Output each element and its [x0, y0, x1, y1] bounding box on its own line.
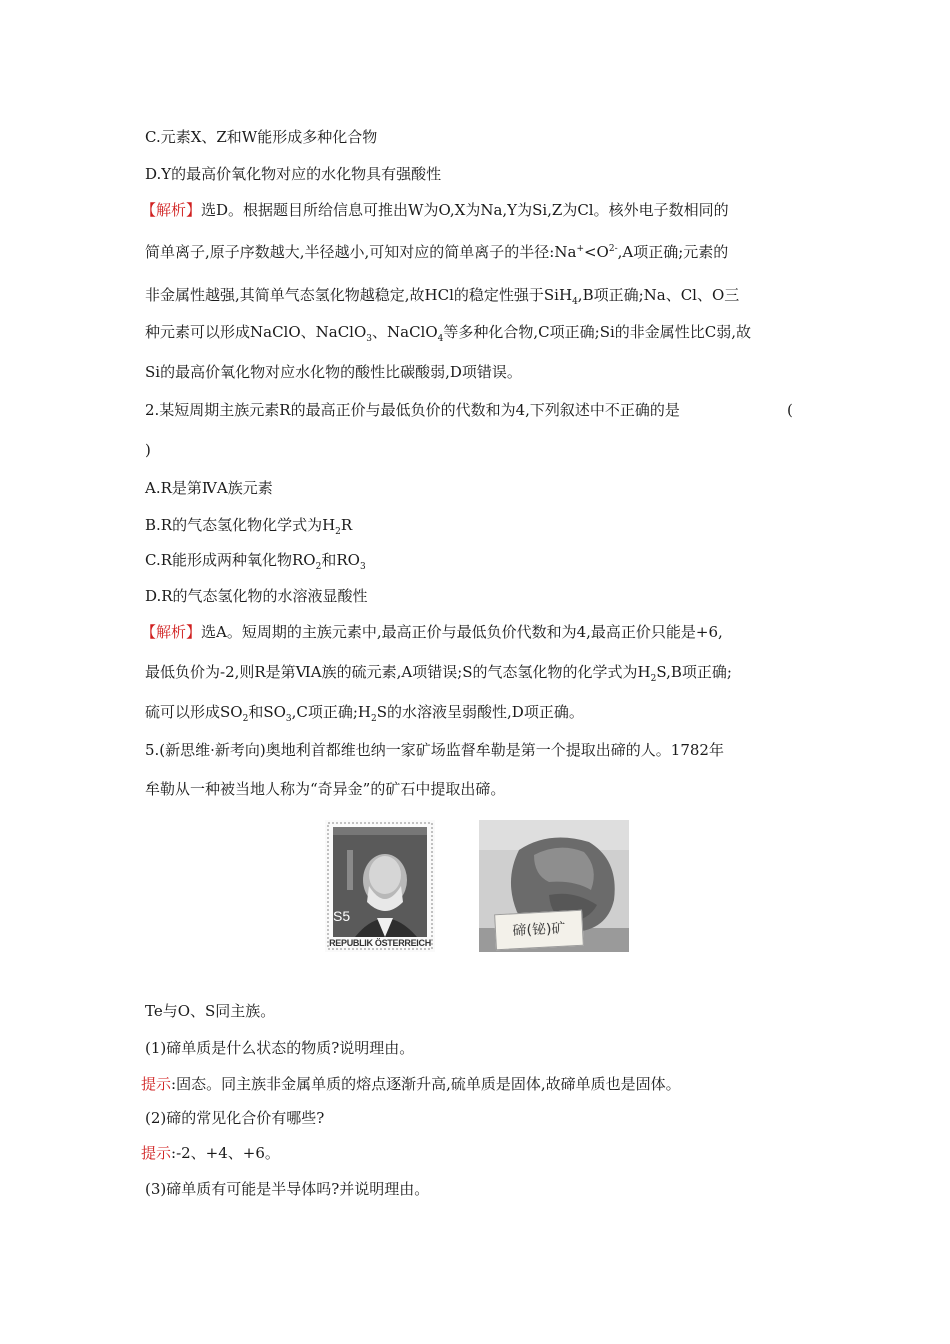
- stamp-illustration: [325, 820, 435, 952]
- q1-option-c: C.元素X、Z和W能形成多种化合物: [145, 128, 378, 146]
- q2-option-a: A.R是第ⅣA族元素: [145, 479, 273, 497]
- q2-option-d: D.R的气态氢化物的水溶液显酸性: [145, 587, 368, 605]
- ore-caption-label: 碲(铋)矿: [494, 910, 584, 951]
- q1-analysis-line-2: 简单离子,原子序数越大,半径越小,可知对应的简单离子的半径$:Na^+<O^{2-},A$项正确;元素的: [145, 243, 729, 261]
- q2-analysis-line-3: 硫可以形成$SO_2$和$SO_3,C$项正确$;H_2S$的水溶液呈弱酸性,D项正确。: [145, 703, 584, 724]
- hint-label: 提示: [141, 1144, 172, 1162]
- stamp-country: REPUBLIK ÖSTERREICH: [329, 938, 431, 948]
- q2-stem-paren-close: ): [145, 441, 151, 459]
- ore-sample-image: [479, 820, 629, 952]
- q2-analysis-line-2: 最低负价为-2,则R是第ⅥA族的硫元素,A项错误;S的气态氢化物的化学式为$H_2S,B$项正确;: [145, 663, 732, 684]
- q5-sub-2: (2)碲的常见化合价有哪些?: [145, 1109, 325, 1127]
- q2-analysis-line-1: 【解析】选A。短周期的主族元素中,最高正价与最低负价代数和为4,最高正价只能是+6,: [141, 623, 723, 641]
- stamp-portrait-image: [325, 820, 435, 952]
- q2-option-b: B.R的气态氢化物化学式为$H_2R$: [145, 516, 353, 537]
- analysis-tag: 【解析】: [141, 201, 202, 219]
- stamp-price: S5: [333, 908, 351, 924]
- q5-sub-1: (1)碲单质是什么状态的物质?说明理由。: [145, 1039, 415, 1057]
- q1-analysis-line-1: 【解析】选D。根据题目所给信息可推出W为O,X为Na,Y为Si,Z为Cl。核外电子数相同的: [141, 201, 729, 219]
- analysis-tag: 【解析】: [141, 623, 202, 641]
- q1-option-d: D.Y的最高价氧化物对应的水化物具有强酸性: [145, 165, 442, 183]
- q1-analysis-line-3: 非金属性越强,其简单气态氢化物越稳定,故HCl的稳定性强于SiH$_4$,B项正确;Na、Cl、O三: [145, 286, 740, 307]
- q5-hint-1: 提示:固态。同主族非金属单质的熔点逐渐升高,硫单质是固体,故碲单质也是固体。: [141, 1075, 681, 1093]
- q5-note: Te与O、S同主族。: [145, 1002, 276, 1020]
- hint-label: 提示: [141, 1075, 172, 1093]
- q5-stem-line-1: 5.(新思维·新考向)奥地利首都维也纳一家矿场监督牟勒是第一个提取出碲的人。1782年: [145, 741, 724, 759]
- q5-stem-line-2: 牟勒从一种被当地人称为“奇异金”的矿石中提取出碲。: [145, 780, 506, 798]
- q1-analysis-line-4: 种元素可以形成NaClO、NaClO$_3$、NaClO$_4$等多种化合物,C项正确;Si的非金属性比C弱,故: [145, 323, 752, 344]
- q2-stem: 2.某短周期主族元素R的最高正价与最低负价的代数和为4,下列叙述中不正确的是 (: [145, 401, 793, 419]
- q5-sub-3: (3)碲单质有可能是半导体吗?并说明理由。: [145, 1180, 430, 1198]
- q1-analysis-line-5: Si的最高价氧化物对应水化物的酸性比碳酸弱,D项错误。: [145, 363, 522, 381]
- q2-option-c: C.R能形成两种氧化物$RO_2$和$RO_3$: [145, 551, 366, 572]
- q5-hint-2: 提示:-2、+4、+6。: [141, 1144, 280, 1162]
